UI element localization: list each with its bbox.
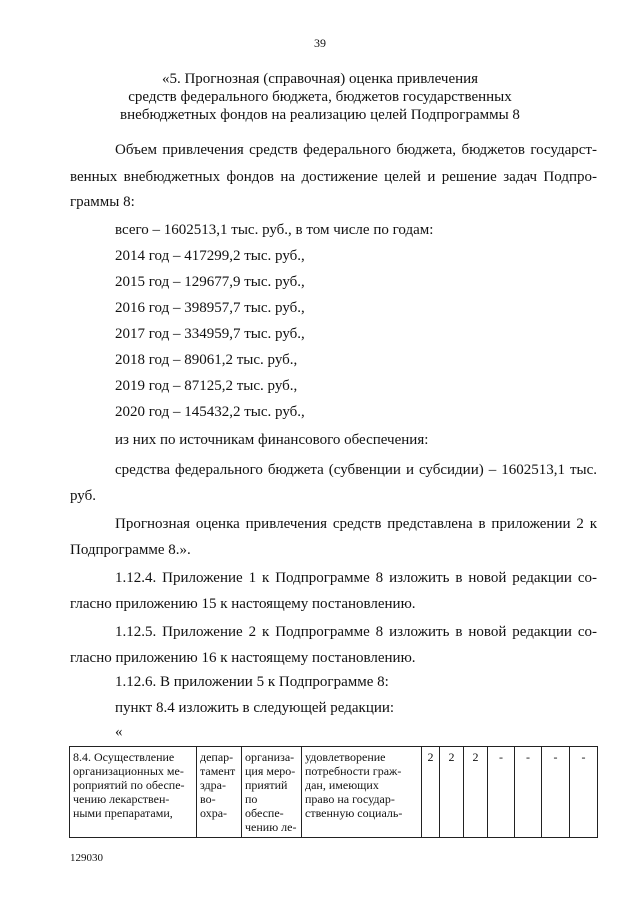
heading-line: средств федерального бюджета, бюджетов государственных: [128, 89, 512, 105]
table-cell-value: 2: [440, 747, 464, 838]
item-1124-line: гласно приложению 15 к настоящему постановлению.: [70, 596, 416, 612]
year-line: 2016 год – 398957,7 тыс. руб.,: [115, 300, 305, 316]
table-cell-value: -: [570, 747, 598, 838]
table-cell-activity: 8.4. Осуществление организационных ме- роприятий по обеспе- чению лекарствен- ными препаратами,: [70, 747, 197, 838]
para-line: граммы 8:: [70, 194, 135, 210]
forecast-line: Подпрограмме 8.».: [70, 542, 191, 558]
year-line: 2020 год – 145432,2 тыс. руб.,: [115, 404, 305, 420]
table-row: [70, 747, 598, 838]
table-cell-executor: депар- тамент здра- во- охра-: [197, 747, 242, 838]
table-cell-value: -: [515, 747, 542, 838]
footer-code: 129030: [70, 852, 103, 864]
quote-open: «: [115, 724, 123, 740]
para-line: венных внебюджетных фондов на достижение целей и решение задач Подпро-: [70, 169, 597, 185]
item-1125-line: гласно приложению 16 к настоящему постановлению.: [70, 650, 416, 666]
year-line: 2014 год – 417299,2 тыс. руб.,: [115, 248, 305, 264]
sources-intro: из них по источникам финансового обеспечения:: [115, 432, 429, 448]
federal-line: средства федерального бюджета (субвенции и субсидии) – 1602513,1 тыс.: [115, 462, 597, 478]
federal-line: руб.: [70, 488, 96, 504]
table-cell-result: удовлетворение потребности граж- дан, имеющих право на государ- ственную социаль-: [302, 747, 422, 838]
heading-line: «5. Прогнозная (справочная) оценка привлечения: [161, 71, 479, 87]
year-line: 2018 год – 89061,2 тыс. руб.,: [115, 352, 298, 368]
section-heading: [0, 70, 640, 124]
table-cell-value: -: [488, 747, 515, 838]
year-line: 2015 год – 129677,9 тыс. руб.,: [115, 274, 305, 290]
heading-line: внебюджетных фондов на реализацию целей Подпрограммы 8: [120, 107, 520, 123]
year-line: 2019 год – 87125,2 тыс. руб.,: [115, 378, 298, 394]
punkt-line: пункт 8.4 изложить в следующей редакции:: [115, 700, 395, 716]
table-cell-value: 2: [464, 747, 488, 838]
forecast-line: Прогнозная оценка привлечения средств представлена в приложении 2 к: [115, 516, 597, 532]
total-line: всего – 1602513,1 тыс. руб., в том числе по годам:: [115, 222, 434, 238]
year-line: 2017 год – 334959,7 тыс. руб.,: [115, 326, 305, 342]
table-cell-content: организа- ция меро- приятий по обеспе- чению ле-: [242, 747, 302, 838]
para-line: Объем привлечения средств федерального бюджета, бюджетов государст-: [115, 142, 597, 158]
item-1124-line: 1.12.4. Приложение 1 к Подпрограмме 8 изложить в новой редакции со-: [115, 570, 597, 586]
table-cell-value: 2: [422, 747, 440, 838]
item-1126: 1.12.6. В приложении 5 к Подпрограмме 8:: [115, 674, 389, 690]
table-cell-value: -: [542, 747, 570, 838]
item-1125-line: 1.12.5. Приложение 2 к Подпрограмме 8 изложить в новой редакции со-: [115, 624, 597, 640]
financing-table: [69, 746, 598, 838]
page-number: 39: [314, 36, 326, 50]
